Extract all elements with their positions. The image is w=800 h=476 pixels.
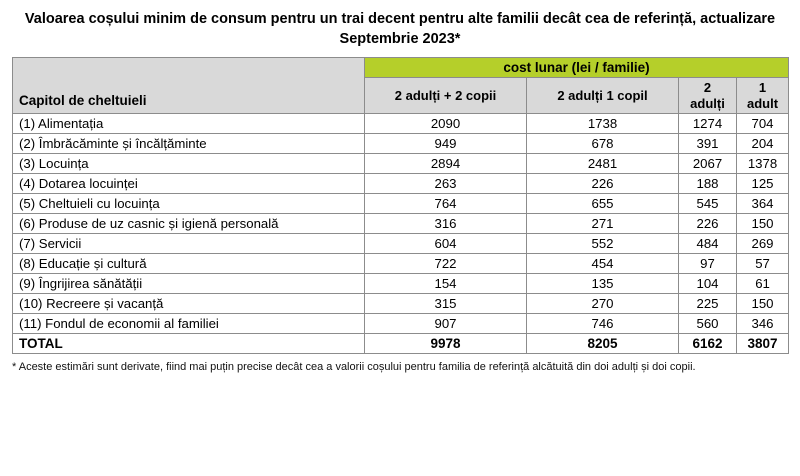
- cell-value: 364: [737, 194, 789, 214]
- cell-value: 552: [527, 234, 679, 254]
- cell-value: 125: [737, 174, 789, 194]
- row-label: (11) Fondul de economii al familiei: [13, 314, 365, 334]
- column-header-2adults: 2 adulți: [679, 78, 737, 114]
- cell-value: 204: [737, 134, 789, 154]
- table-row: [13, 314, 789, 334]
- table-row: [13, 134, 789, 154]
- column-header-2adults-1child: 2 adulți 1 copil: [527, 78, 679, 114]
- cell-value: 57: [737, 254, 789, 274]
- row-label: (10) Recreere și vacanță: [13, 294, 365, 314]
- cell-value: 2894: [365, 154, 527, 174]
- row-label: (9) Îngrijirea sănătății: [13, 274, 365, 294]
- cell-value: 269: [737, 234, 789, 254]
- cell-value: 150: [737, 294, 789, 314]
- cell-value: 907: [365, 314, 527, 334]
- total-value: 9978: [365, 334, 527, 354]
- footnote: * Aceste estimări sunt derivate, fiind mai puțin precise decât cea a valorii coșului pentru familia de referință alcătuită din doi adulți și doi copii.: [12, 361, 696, 374]
- row-label: (4) Dotarea locuinței: [13, 174, 365, 194]
- cell-value: 722: [365, 254, 527, 274]
- cell-value: 150: [737, 214, 789, 234]
- cell-value: 2481: [527, 154, 679, 174]
- cell-value: 655: [527, 194, 679, 214]
- total-value: 8205: [527, 334, 679, 354]
- table-row: [13, 154, 789, 174]
- cell-value: 1738: [527, 114, 679, 134]
- cell-value: 2067: [679, 154, 737, 174]
- table-total-row: [13, 334, 789, 354]
- cell-value: 1274: [679, 114, 737, 134]
- cell-value: 315: [365, 294, 527, 314]
- cell-value: 746: [527, 314, 679, 334]
- cell-value: 135: [527, 274, 679, 294]
- cell-value: 604: [365, 234, 527, 254]
- table-row: [13, 114, 789, 134]
- total-label: TOTAL: [13, 334, 365, 354]
- table-row: [13, 254, 789, 274]
- cell-value: 154: [365, 274, 527, 294]
- cell-value: 545: [679, 194, 737, 214]
- cell-value: 61: [737, 274, 789, 294]
- table-header: [13, 58, 789, 114]
- cell-value: 104: [679, 274, 737, 294]
- row-label: (8) Educație și cultură: [13, 254, 365, 274]
- cell-value: 764: [365, 194, 527, 214]
- column-header-1adult: 1 adult: [737, 78, 789, 114]
- table-row: [13, 234, 789, 254]
- cell-value: 1378: [737, 154, 789, 174]
- cell-value: 678: [527, 134, 679, 154]
- cell-value: 188: [679, 174, 737, 194]
- cell-value: 270: [527, 294, 679, 314]
- row-label: (1) Alimentația: [13, 114, 365, 134]
- cell-value: 226: [527, 174, 679, 194]
- cell-value: 454: [527, 254, 679, 274]
- cell-value: 484: [679, 234, 737, 254]
- total-value: 6162: [679, 334, 737, 354]
- table-header-group-row: [13, 58, 789, 78]
- cell-value: 97: [679, 254, 737, 274]
- cell-value: 346: [737, 314, 789, 334]
- table-row: [13, 174, 789, 194]
- column-header-2adults-2children: 2 adulți + 2 copii: [365, 78, 527, 114]
- cell-value: 2090: [365, 114, 527, 134]
- row-header-label: Capitol de cheltuieli: [13, 58, 365, 114]
- cell-value: 263: [365, 174, 527, 194]
- cell-value: 704: [737, 114, 789, 134]
- cell-value: 271: [527, 214, 679, 234]
- table-row: [13, 214, 789, 234]
- cost-table: [12, 57, 789, 354]
- table-row: [13, 274, 789, 294]
- cell-value: 949: [365, 134, 527, 154]
- table-row: [13, 194, 789, 214]
- page-title: Valoarea coșului minim de consum pentru un trai decent pentru alte familii decât cea de referință, actualizare Septembrie 2023*: [24, 11, 776, 47]
- row-label: (5) Cheltuieli cu locuința: [13, 194, 365, 214]
- row-label: (2) Îmbrăcăminte și încălțăminte: [13, 134, 365, 154]
- table-body: [13, 114, 789, 354]
- cell-value: 316: [365, 214, 527, 234]
- cell-value: 560: [679, 314, 737, 334]
- row-label: (7) Servicii: [13, 234, 365, 254]
- cell-value: 391: [679, 134, 737, 154]
- cell-value: 226: [679, 214, 737, 234]
- row-label: (6) Produse de uz casnic și igienă personală: [13, 214, 365, 234]
- table-row: [13, 294, 789, 314]
- cell-value: 225: [679, 294, 737, 314]
- group-header-cost: cost lunar (lei / familie): [365, 58, 789, 78]
- total-value: 3807: [737, 334, 789, 354]
- row-label: (3) Locuința: [13, 154, 365, 174]
